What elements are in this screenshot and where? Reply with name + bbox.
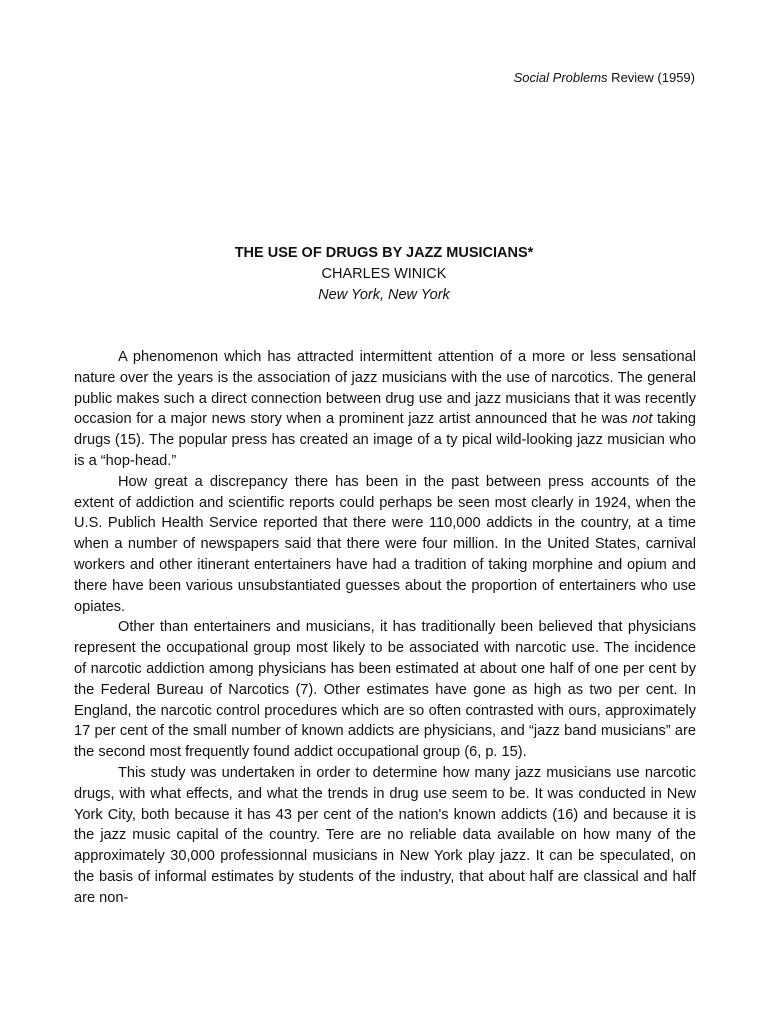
article-heading — [0, 243, 768, 306]
paragraph-4: This study was undertaken in order to determine how many jazz musicians use narcotic drugs, with what effects, and what the trends in drug use seem to be. It was conducted in New York City, both because it has 43 per cent of the nation's known addicts (16) and because it is the jazz music capital of the country. Tere are no reliable data available on how many of the approximately 30,000 professionnal musicians in New York play jazz. It can be speculated, on the basis of informal estimates by students of the industry, that about half are classical and half are non- — [74, 764, 696, 906]
journal-citation — [514, 70, 695, 86]
paragraph-1: A phenomenon which has attracted intermittent attention of a more or less sensational nature over the years is the association of jazz musicians with the use of narcotics. The general public makes such a direct connection between drug use and jazz musicians that it was recently occasion for a major news story when a prominent jazz artist announced that he was not taking drugs (15). The popular press has created an image of a ty pical wild-looking jazz musician who is a “hop-head.” — [74, 349, 696, 469]
journal-name: Social Problems — [513, 70, 608, 85]
paragraph-3: Other than entertainers and musicians, it has traditionally been believed that physicians represent the occupational group most likely to be associated with narcotic use. The incidence of narcotic addiction among physicians has been estimated at about one half of one per cent by the Federal Bureau of Narcotics (7). Other estimates have gone as high as two per cent. In England, the narcotic control procedures which are so often contrasted with ours, approximately 17 per cent of the small number of known addicts are physicians, and “jazz band musicians” are the second most frequently found addict occupational group (6, p. 15). — [74, 619, 696, 761]
article-location: New York, New York — [318, 287, 450, 303]
journal-review-year: Review (1959) — [607, 70, 695, 85]
paragraph-2: How great a discrepancy there has been in the past between press accounts of the extent of addiction and scientific reports could perhaps be seen most clearly in 1924, when the U.S. Publich Health Service reported that there were 110,000 addicts in the country, at a time when a number of newspapers said that there were four million. In the United States, carnival workers and other itinerant entertainers have had a tradition of taking morphine and opium and there have been various unsubstantiated guesses about the proportion of entertainers who use opiates. — [74, 473, 696, 615]
article-title: THE USE OF DRUGS BY JAZZ MUSICIANS* — [234, 245, 534, 261]
article-body — [74, 347, 696, 909]
emphasis-not: not — [632, 411, 653, 428]
article-author: CHARLES WINICK — [321, 266, 447, 282]
